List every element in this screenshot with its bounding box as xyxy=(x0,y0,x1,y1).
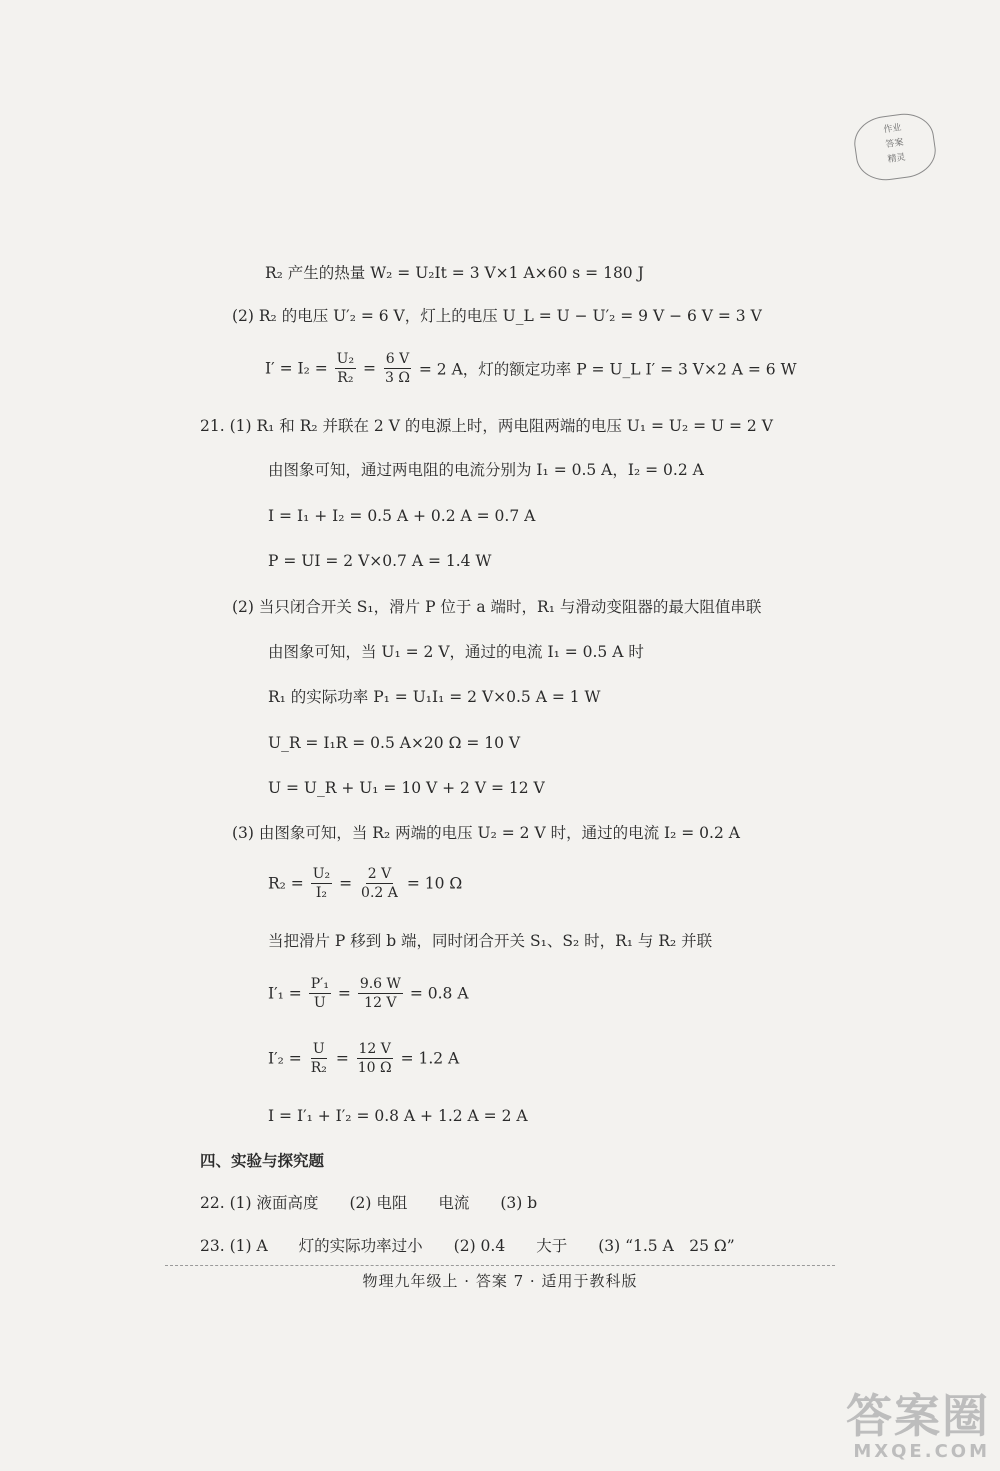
fraction-96w-12v xyxy=(358,975,403,1012)
frac-suffix: = 10 Ω xyxy=(406,874,463,893)
fraction-denominator: I₂ xyxy=(315,885,328,901)
line-q23: 23. (1) A 灯的实际功率过小 (2) 0.4 大于 (3) “1.5 A 25 Ω” xyxy=(200,1237,735,1255)
footer-divider xyxy=(165,1265,835,1266)
line-q21-2-u: U = U_R + U₁ = 10 V + 2 V = 12 V xyxy=(268,779,545,797)
equals-sign: = xyxy=(339,874,353,893)
section-heading: 四、实验与探究题 xyxy=(200,1151,325,1170)
fraction-numerator: 12 V xyxy=(358,1041,391,1057)
fraction-denominator: U xyxy=(313,995,326,1011)
line-q21-2-power: R₁ 的实际功率 P₁ = U₁I₁ = 2 V×0.5 A = 1 W xyxy=(268,688,601,706)
fraction-u2-i2 xyxy=(311,865,332,902)
equals-sign: = xyxy=(363,359,377,378)
fraction-12v-10ohm xyxy=(356,1040,394,1077)
fraction-numerator: 6 V xyxy=(385,351,410,367)
fraction-denominator: 10 Ω xyxy=(357,1060,392,1076)
frac-prefix: I′₂ = xyxy=(268,1049,302,1068)
fraction-numerator: 2 V xyxy=(367,866,392,882)
fraction-u-r2 xyxy=(309,1040,329,1077)
stamp-line-2: 答案 xyxy=(884,137,905,151)
frac-suffix: = 1.2 A xyxy=(400,1049,460,1068)
fraction-denominator: R₂ xyxy=(310,1060,327,1076)
fraction-numerator: P′₁ xyxy=(310,976,329,992)
page-footer: 物理九年级上 · 答案 7 · 适用于教科版 xyxy=(362,1272,638,1290)
fraction-numerator: U₂ xyxy=(312,866,331,882)
fraction-numerator: U xyxy=(312,1041,325,1057)
line-q21-total-current: I = I₁ + I₂ = 0.5 A + 0.2 A = 0.7 A xyxy=(268,507,536,525)
stamp-line-1: 作业 xyxy=(882,122,903,136)
fraction-denominator: 0.2 A xyxy=(361,885,398,901)
stamp-line-3: 精灵 xyxy=(887,152,907,166)
line-q21-2-ur: U_R = I₁R = 0.5 A×20 Ω = 10 V xyxy=(268,734,521,752)
line-i2-fraction xyxy=(268,1040,459,1077)
watermark-url: MXQE.COM xyxy=(853,1441,990,1462)
fraction-numerator: U₂ xyxy=(336,351,355,367)
line-q21-graph: 由图象可知，通过两电阻的电流分别为 I₁ = 0.5 A，I₂ = 0.2 A xyxy=(268,461,704,479)
frac-suffix: = 2 A，灯的额定功率 P = U_L I′ = 3 V×2 A = 6 W xyxy=(418,360,797,379)
frac-prefix: I′₁ = xyxy=(268,984,302,1003)
line-q21-2-graph: 由图象可知，当 U₁ = 2 V，通过的电流 I₁ = 0.5 A 时 xyxy=(268,643,644,661)
fraction-denominator: 3 Ω xyxy=(384,370,410,386)
frac-prefix: I′ = I₂ = xyxy=(265,359,328,378)
line-q22: 22. (1) 液面高度 (2) 电阻 电流 (3) b xyxy=(200,1194,538,1212)
fraction-u2-r2 xyxy=(335,350,356,387)
watermark-logo xyxy=(800,1391,990,1463)
frac-suffix: = 0.8 A xyxy=(409,984,469,1003)
line-r2-voltage: (2) R₂ 的电压 U′₂ = 6 V，灯上的电压 U_L = U − U′₂ = 9 V − 6 V = 3 V xyxy=(232,307,762,325)
frac-prefix: R₂ = xyxy=(268,874,304,893)
line-q21-power: P = UI = 2 V×0.7 A = 1.4 W xyxy=(268,552,492,570)
watermark-text: 答案圈 xyxy=(846,1389,990,1443)
fraction-p1-u xyxy=(309,975,331,1012)
line-i1-fraction xyxy=(268,975,469,1012)
line-q21-3: (3) 由图象可知，当 R₂ 两端的电压 U₂ = 2 V 时，通过的电流 I₂ = 0.2 A xyxy=(232,824,740,842)
line-q21-2: (2) 当只闭合开关 S₁，滑片 P 位于 a 端时，R₁ 与滑动变阻器的最大阻值串联 xyxy=(232,598,762,616)
fraction-2v-02a xyxy=(359,865,400,902)
fraction-denominator: R₂ xyxy=(337,370,354,386)
equals-sign: = xyxy=(335,1049,349,1068)
corner-stamp xyxy=(851,110,939,185)
equals-sign: = xyxy=(337,984,351,1003)
line-r2-fraction xyxy=(268,865,462,902)
fraction-denominator: 12 V xyxy=(364,995,397,1011)
line-current-fraction xyxy=(265,350,797,387)
line-q21-3-parallel: 当把滑片 P 移到 b 端，同时闭合开关 S₁、S₂ 时，R₁ 与 R₂ 并联 xyxy=(268,932,713,950)
line-heat: R₂ 产生的热量 W₂ = U₂It = 3 V×1 A×60 s = 180 J xyxy=(265,264,644,282)
fraction-numerator: 9.6 W xyxy=(359,976,401,992)
line-q21-1: 21. (1) R₁ 和 R₂ 并联在 2 V 的电源上时，两电阻两端的电压 U₁ = U₂ = U = 2 V xyxy=(200,417,773,435)
fraction-6v-3ohm xyxy=(383,350,412,387)
line-total-current: I = I′₁ + I′₂ = 0.8 A + 1.2 A = 2 A xyxy=(268,1107,528,1125)
